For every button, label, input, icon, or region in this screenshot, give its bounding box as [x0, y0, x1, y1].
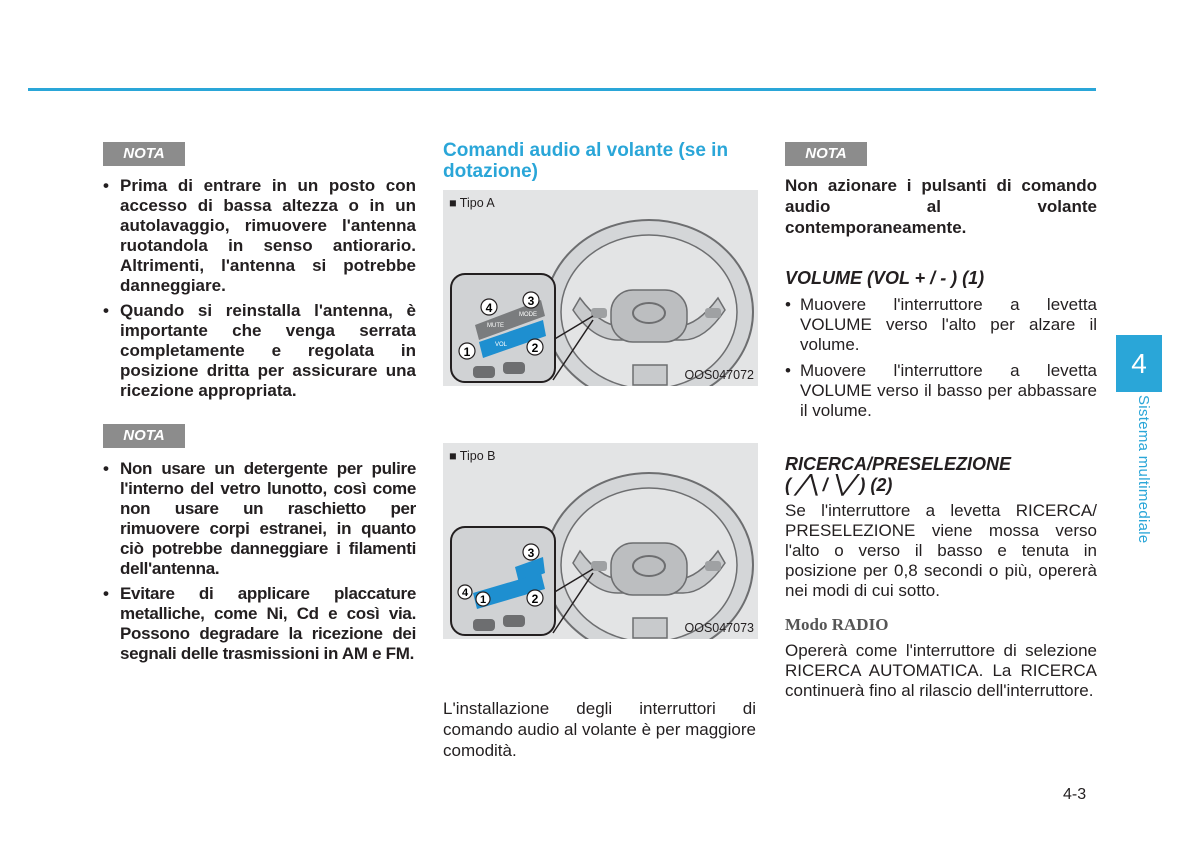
figure-code-b: OOS047073	[684, 621, 754, 635]
note-3-text: Non azionare i pulsanti di comando audio al volante contemporaneamente.	[785, 176, 1097, 237]
callout-4: 4	[461, 587, 469, 599]
mode-label: MODE	[519, 312, 537, 318]
volume-item: • Muovere l'interruttore a levetta VOLUME verso il basso per abbassare il volume.	[785, 361, 1097, 421]
callout-4: 4	[485, 301, 493, 315]
volume-heading: VOLUME (VOL + / - ) (1)	[785, 268, 985, 288]
note-2-list	[103, 459, 416, 669]
note-1-item: • Prima di entrare in un posto con accesso di bassa altezza o in un autolavaggio, rimuovere l'antenna ruotandola in senso antiorario. Altrimenti, l'antenna si potrebbe danneggiare.	[103, 176, 416, 296]
intro-paragraph: L'installazione degli interruttori di comando audio al volante è per maggiore comodità.	[443, 699, 756, 760]
header-rule	[28, 88, 1096, 91]
chapter-tab: 4	[1116, 335, 1162, 392]
section-title: Comandi audio al volante (se in dotazione)	[443, 140, 729, 182]
steering-wheel-illustration-b	[443, 443, 758, 639]
chapter-title: Sistema multimediale	[1135, 395, 1152, 544]
nota-badge-3: NOTA	[785, 142, 867, 166]
modo-radio-heading: Modo RADIO	[785, 615, 889, 634]
figure-label-b: ■ Tipo B	[449, 449, 496, 463]
page-number: 4-3	[1063, 786, 1087, 803]
figure-code-a: OOS047072	[684, 368, 754, 382]
figure-tipo-a	[443, 190, 758, 386]
callout-3: 3	[527, 546, 535, 560]
note-1-item: • Quando si reinstalla l'antenna, è importante che venga serrata completamente e regolata in posizione dritta per assicurare una ricezione appropriata.	[103, 301, 416, 401]
ricerca-paragraph: Se l'interruttore a levetta RICERCA/ PRESELEZIONE viene mossa verso l'alto o verso il basso e tenuta in posizione per 0,8 secondi o più, opererà nei modi di cui sotto.	[785, 501, 1097, 600]
callout-2: 2	[531, 341, 539, 355]
modo-radio-paragraph: Opererà come l'interruttore di selezione RICERCA AUTOMATICA. La RICERCA continuerà fino al rilascio dell'interruttore.	[785, 641, 1097, 700]
callout-1: 1	[463, 345, 471, 359]
callout-3: 3	[527, 294, 535, 308]
callout-1: 1	[479, 594, 487, 606]
ricerca-heading-line1: RICERCA/PRESELEZIONE	[785, 454, 1012, 474]
nota-badge-1: NOTA	[103, 142, 185, 166]
ricerca-heading	[785, 454, 1097, 496]
note-1-list	[103, 176, 416, 406]
figure-label-a: ■ Tipo A	[449, 196, 495, 210]
vol-label: VOL	[495, 342, 508, 348]
figure-tipo-b	[443, 443, 758, 639]
steering-wheel-illustration-a	[443, 190, 758, 386]
callout-2: 2	[531, 592, 539, 606]
volume-list	[785, 295, 1097, 427]
volume-item: • Muovere l'interruttore a levetta VOLUME verso l'alto per alzare il volume.	[785, 295, 1097, 355]
nota-badge-2: NOTA	[103, 424, 185, 448]
note-2-item: • Evitare di applicare placcature metalliche, come Ni, Cd e così via. Possono degradare la ricezione dei segnali delle trasmissioni in AM e FM.	[103, 584, 416, 664]
mute-label: MUTE	[487, 323, 504, 329]
ricerca-heading-line2: ( ╱╲ / ╲╱ ) (2)	[785, 475, 893, 495]
note-2-item: • Non usare un detergente per pulire l'interno del vetro lunotto, così come non usare un raschietto per rimuovere corpi estranei, in quanto ciò potrebbe danneggiare i filamenti dell'antenna.	[103, 459, 416, 579]
